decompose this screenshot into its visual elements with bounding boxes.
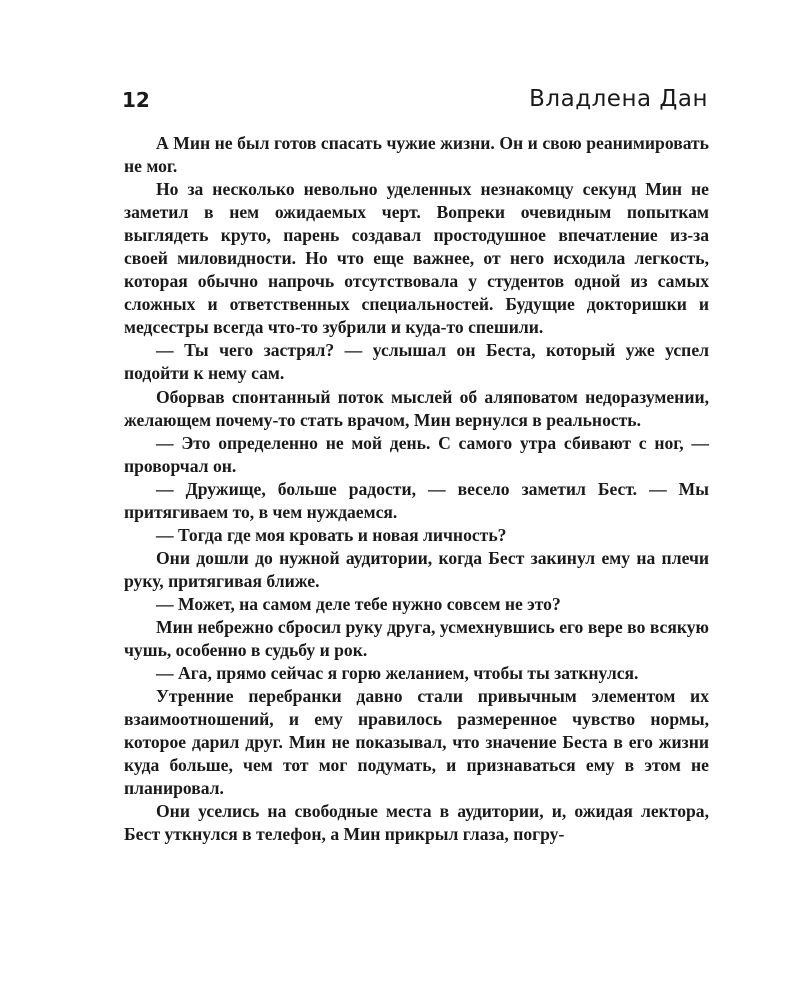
paragraph: Утренние перебранки давно стали привычным элементом их взаимоотношений, и ему нравилось размеренное чувство нормы, которое дарил друг. Мин не показывал, что значение Беста в его жизни куда больше, чем тот мог подумать, и признаваться ему в этом не планировал. bbox=[124, 686, 709, 799]
paragraph: А Мин не был готов спасать чужие жизни. Он и свою реанимировать не мог. bbox=[124, 133, 709, 177]
paragraph: — Ага, прямо сейчас я горю желанием, чтобы ты заткнулся. bbox=[156, 663, 639, 684]
paragraph: — Ты чего застрял? — услышал он Беста, который уже успел подойти к нему сам. bbox=[124, 340, 709, 384]
paragraph: Оборвав спонтанный поток мыслей об аляповатом недоразумении, желающем почему-то стать врачом, Мин вернулся в реальность. bbox=[124, 386, 709, 430]
paragraph: — Это определенно не мой день. С самого утра сбивают с ног, — проворчал он. bbox=[124, 432, 709, 476]
paragraph: — Тогда где моя кровать и новая личность? bbox=[156, 524, 507, 545]
page-header bbox=[122, 86, 708, 116]
paragraph: Они уселись на свободные места в аудитории, и, ожидая лектора, Бест уткнулся в телефон, а Мин прикрыл глаза, погру- bbox=[124, 801, 709, 845]
paragraph: Они дошли до нужной аудитории, когда Бест закинул ему на плечи руку, притягивая ближе. bbox=[124, 547, 709, 591]
author-running-head: Владлена Дан bbox=[529, 86, 708, 112]
paragraph: Мин небрежно сбросил руку друга, усмехнувшись его вере во всякую чушь, особенно в судьбу и рок. bbox=[124, 616, 709, 661]
paragraph: — Дружище, больше радости, — весело заметил Бест. — Мы притягиваем то, в чем нуждаемся. bbox=[124, 478, 709, 522]
body-text bbox=[124, 132, 709, 846]
paragraph: — Может, на самом деле тебе нужно совсем не это? bbox=[156, 593, 561, 614]
page-number: 12 bbox=[122, 88, 150, 112]
paragraph: Но за несколько невольно уделенных незнакомцу секунд Мин не заметил в нем ожидаемых черт. Вопреки очевидным попыткам выглядеть круто, парень создавал простодушное впечатление из-за своей миловидности. Но что еще важнее, от него исходила легкость, которая обычно напрочь отсутствовала у студентов одной из самых сложных и ответственных специальностей. Будущие докторишки и медсестры всегда что-то зубрили и куда-то спешили. bbox=[124, 179, 709, 338]
